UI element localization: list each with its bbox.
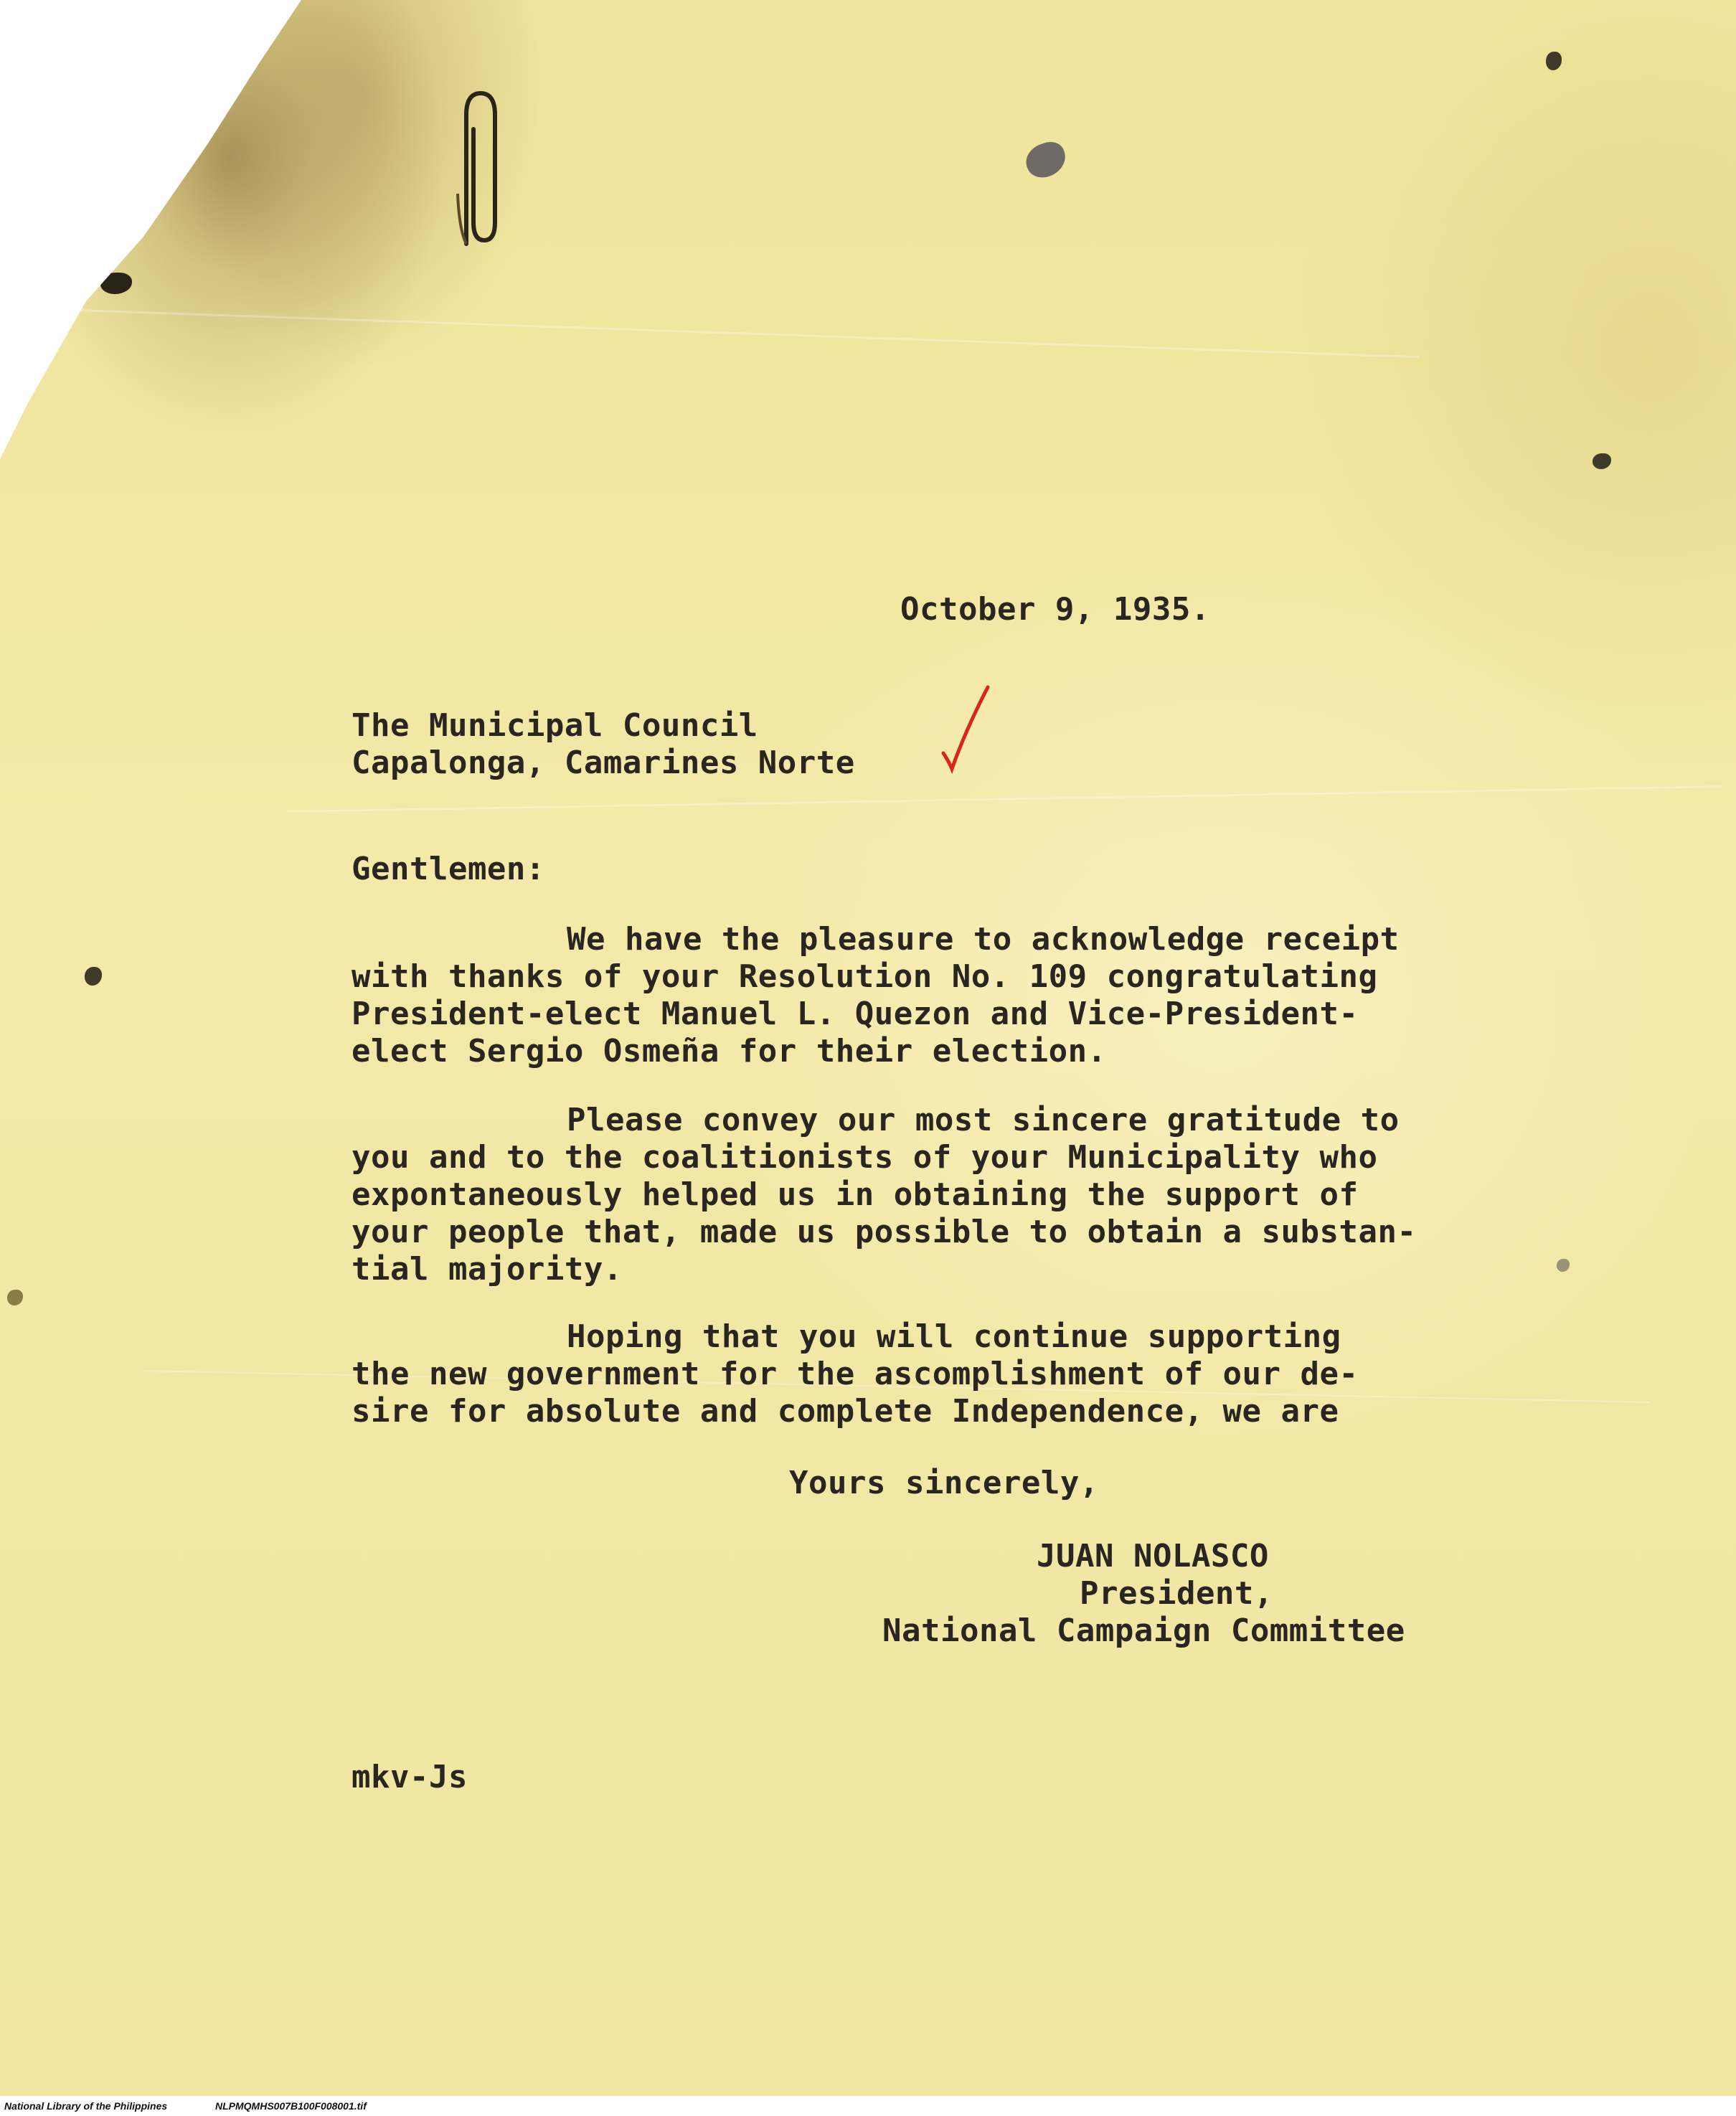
signatory-organization: National Campaign Committee xyxy=(882,1612,1405,1649)
paragraph-line: sire for absolute and complete Independence, we are xyxy=(352,1393,1339,1430)
signatory-title: President, xyxy=(1080,1575,1273,1612)
paragraph-line: President-elect Manuel L. Quezon and Vice-President- xyxy=(352,996,1359,1032)
paragraph-line: your people that, made us possible to obtain a substan- xyxy=(352,1214,1417,1250)
closing: Yours sincerely, xyxy=(789,1465,1099,1501)
paragraph-line: expontaneously helped us in obtaining the support of xyxy=(352,1176,1359,1213)
paragraph-line: you and to the coalitionists of your Municipality who xyxy=(352,1139,1378,1176)
recipient-line: The Municipal Council xyxy=(352,707,758,744)
salutation: Gentlemen: xyxy=(352,851,545,887)
recipient-line: Capalonga, Camarines Norte xyxy=(352,745,855,781)
paragraph-line: We have the pleasure to acknowledge receipt xyxy=(567,921,1400,958)
signatory-name: JUAN NOLASCO xyxy=(1037,1538,1269,1574)
red-check-mark-icon xyxy=(936,681,994,775)
paragraph-line: with thanks of your Resolution No. 109 congratulating xyxy=(352,958,1378,995)
file-identifier: NLPMQMHS007B100F008001.tif xyxy=(215,2100,367,2112)
library-credit: National Library of the Philippines xyxy=(4,2100,168,2112)
paragraph-line: elect Sergio Osmeña for their election. xyxy=(352,1033,1107,1069)
paragraph-line: the new government for the ascomplishment of our de- xyxy=(352,1356,1359,1392)
archive-footer xyxy=(0,2096,1736,2116)
typist-initials: mkv-Js xyxy=(352,1759,468,1795)
letter-date: October 9, 1935. xyxy=(900,591,1210,628)
paragraph-line: Hoping that you will continue supporting xyxy=(567,1318,1341,1355)
paragraph-line: tial majority. xyxy=(352,1251,623,1288)
paragraph-line: Please convey our most sincere gratitude to xyxy=(567,1102,1400,1138)
